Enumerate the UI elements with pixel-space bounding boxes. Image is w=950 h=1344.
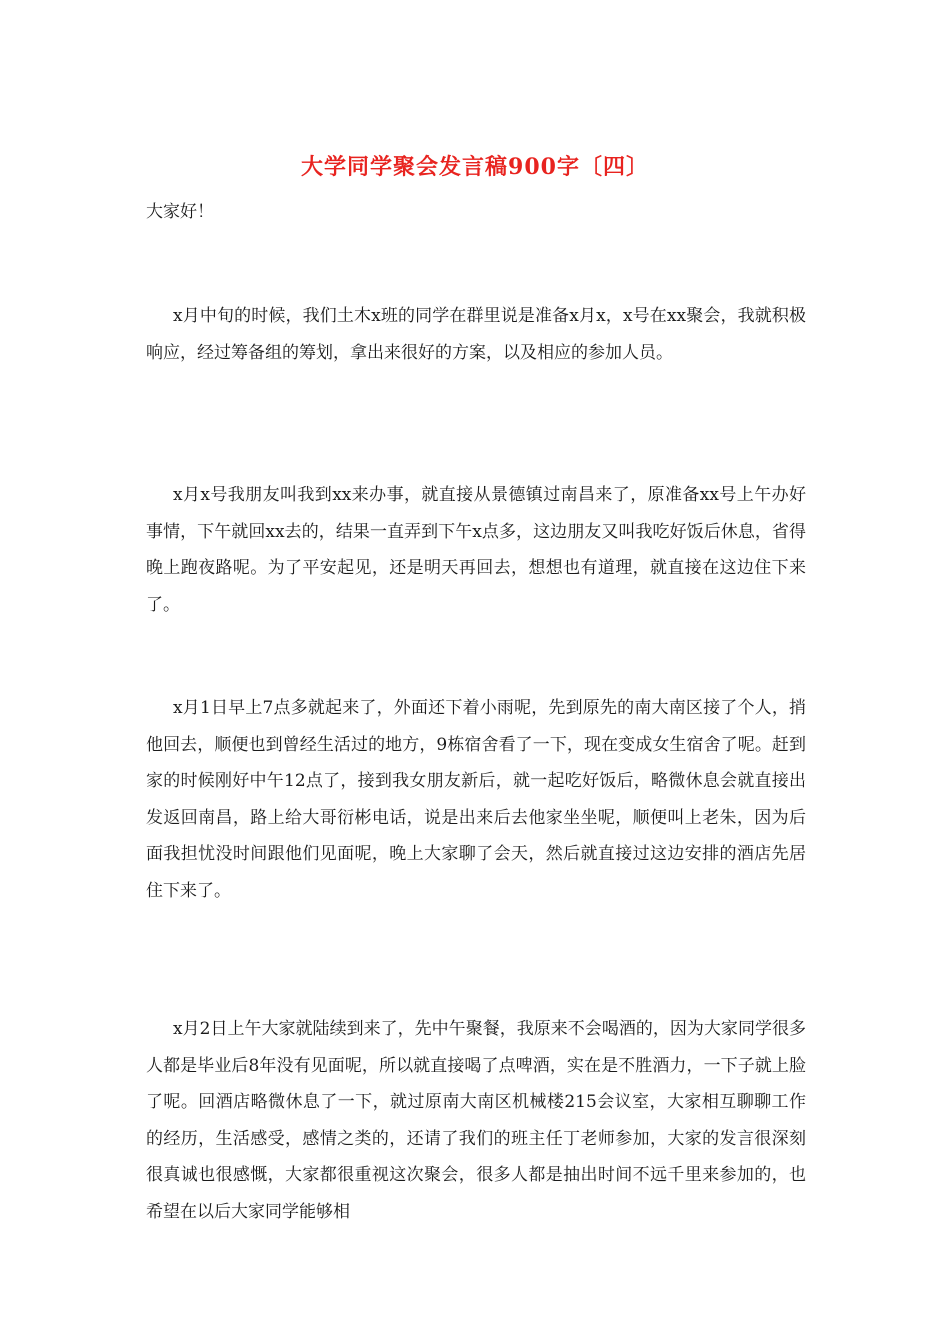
- paragraph-1: x月中旬的时候，我们土木x班的同学在群里说是准备x月x，x号在xx聚会，我就积极响应，经过筹备组的筹划，拿出来很好的方案，以及相应的参加人员。: [146, 306, 806, 363]
- document-title: 大学同学聚会发言稿900字〔四〕: [301, 154, 649, 180]
- paragraph-3: x月1日早上7点多就起来了，外面还下着小雨呢，先到原先的南大南区接了个人，捎他回去，顺便也到曾经生活过的地方，9栋宿舍看了一下，现在变成女生宿舍了呢。赶到家的时候刚好中午12点了，接到我女朋友新后，就一起吃好饭后，略微休息会就直接出发返回南昌，路上给大哥衍彬电话，说是出来后去他家坐坐呢，顺便叫上老朱，因为后面我担忧没时间跟他们见面呢，晚上大家聊了会天，然后就直接过这边安排的酒店先居住下来了。: [146, 698, 806, 901]
- greeting-text: 大家好！: [146, 202, 214, 222]
- paragraph-2: x月x号我朋友叫我到xx来办事，就直接从景德镇过南昌来了，原准备xx号上午办好事情，下午就回xx去的，结果一直弄到下午x点多，这边朋友又叫我吃好饭后休息，省得晚上跑夜路呢。为了平安起见，还是明天再回去，想想也有道理，就直接在这边住下来了。: [146, 485, 806, 615]
- paragraph-4: x月2日上午大家就陆续到来了，先中午聚餐，我原来不会喝酒的，因为大家同学很多人都是毕业后8年没有见面呢，所以就直接喝了点啤酒，实在是不胜酒力，一下子就上脸了呢。回酒店略微休息了一下，就过原南大南区机械楼215会议室，大家相互聊聊工作的经历，生活感受，感情之类的，还请了我们的班主任丁老师参加，大家的发言很深刻很真诚也很感慨，大家都很重视这次聚会，很多人都是抽出时间不远千里来参加的，也希望在以后大家同学能够相: [146, 1019, 806, 1222]
